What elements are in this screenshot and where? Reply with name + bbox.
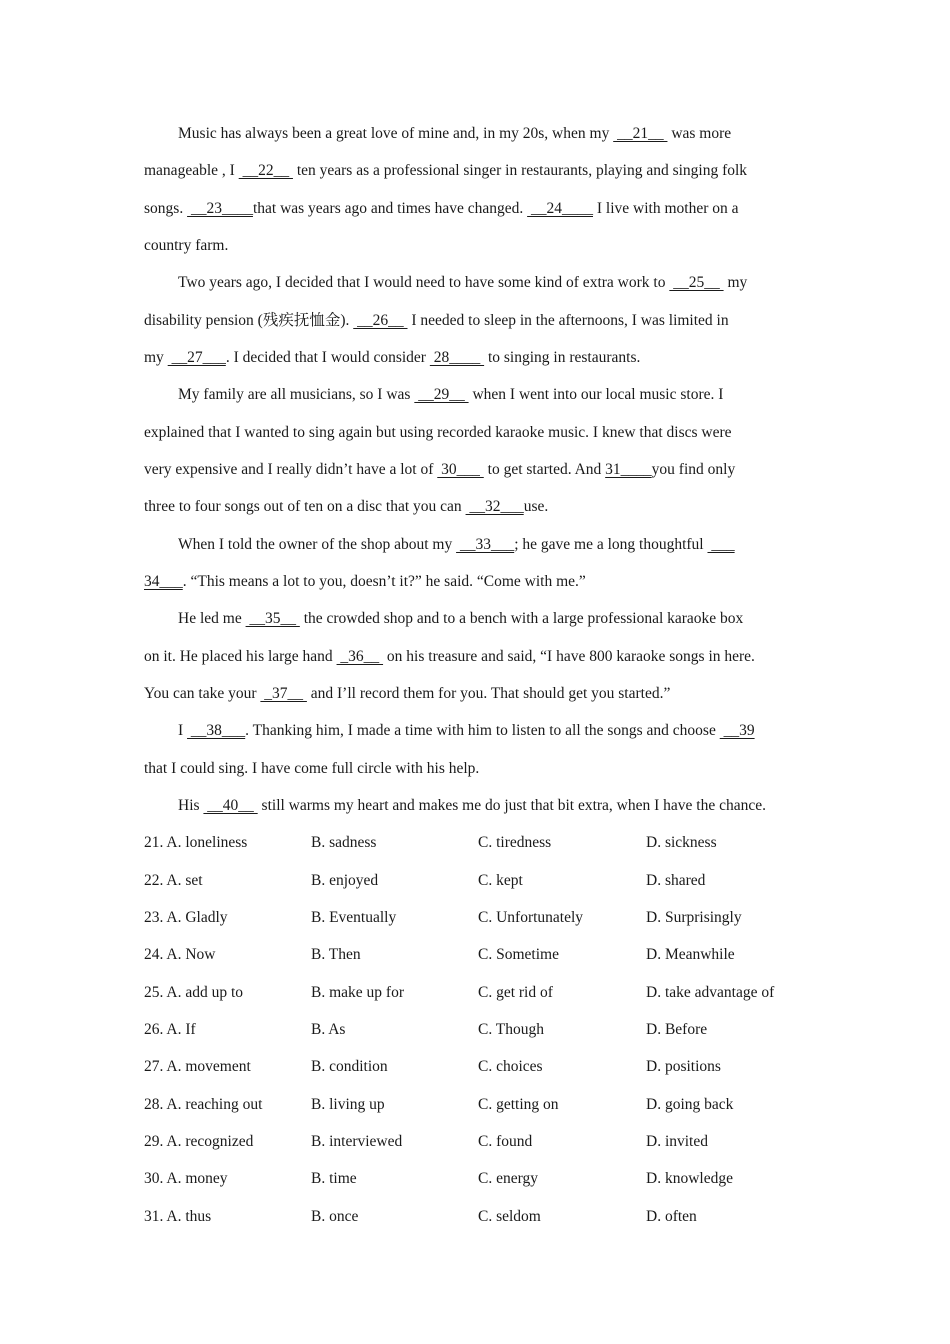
blank-37: _37__ bbox=[260, 685, 307, 702]
passage-text: that I could sing. I have come full circle with his help. bbox=[144, 760, 480, 777]
passage-line bbox=[144, 572, 814, 592]
passage-line bbox=[144, 423, 814, 443]
blank-39: __39 bbox=[719, 722, 755, 739]
blank-30: 30___ bbox=[437, 461, 484, 478]
passage-text: I live with mother on a bbox=[593, 200, 739, 217]
passage-text: He led me bbox=[178, 610, 246, 627]
blank-38: __38___ bbox=[187, 722, 246, 739]
option-d: D. often bbox=[646, 1208, 697, 1225]
option-a: 24. A. Now bbox=[144, 946, 216, 963]
blank-33: __33___ bbox=[456, 536, 515, 553]
option-c: C. getting on bbox=[478, 1096, 559, 1113]
passage-line bbox=[178, 124, 814, 144]
passage-text: on it. He placed his large hand bbox=[144, 648, 337, 665]
passage-text: my bbox=[723, 274, 748, 291]
option-b: B. time bbox=[311, 1170, 357, 1187]
passage-text: very expensive and I really didn’t have a lot of bbox=[144, 461, 438, 478]
passage-text: His bbox=[178, 797, 204, 814]
option-b: B. living up bbox=[311, 1096, 385, 1113]
option-d: D. invited bbox=[646, 1133, 708, 1150]
passage-line bbox=[178, 273, 814, 293]
passage-text: that was years ago and times have changed. bbox=[252, 200, 528, 217]
passage-text: . I decided that I would consider bbox=[225, 349, 430, 366]
blank-34-start: ___ bbox=[707, 536, 735, 553]
passage-text: explained that I wanted to sing again but using recorded karaoke music. I knew that discs were bbox=[144, 424, 732, 441]
option-d: D. Before bbox=[646, 1021, 708, 1038]
blank-40: __40__ bbox=[203, 797, 258, 814]
passage-line bbox=[144, 161, 814, 181]
option-a: 28. A. reaching out bbox=[144, 1096, 263, 1113]
option-d: D. going back bbox=[646, 1096, 734, 1113]
passage-text: three to four songs out of ten on a disc that you can bbox=[144, 498, 466, 515]
passage-text: I bbox=[178, 722, 188, 739]
option-a: 27. A. movement bbox=[144, 1058, 251, 1075]
option-c: C. seldom bbox=[478, 1208, 541, 1225]
blank-22: __22__ bbox=[238, 162, 293, 179]
passage-text: to get started. And bbox=[483, 461, 606, 478]
option-d: D. shared bbox=[646, 872, 706, 889]
blank-32: __32___ bbox=[465, 498, 524, 515]
passage-text: . Thanking him, I made a time with him to listen to all the songs and choose bbox=[245, 722, 720, 739]
option-b: B. sadness bbox=[311, 834, 377, 851]
option-c: C. get rid of bbox=[478, 984, 553, 1001]
passage-line bbox=[178, 535, 814, 555]
option-a: 25. A. add up to bbox=[144, 984, 244, 1001]
option-b: B. once bbox=[311, 1208, 359, 1225]
option-c: C. tiredness bbox=[478, 834, 552, 851]
passage-text: and I’ll record them for you. That should get you started.” bbox=[306, 685, 671, 702]
option-c: C. Sometime bbox=[478, 946, 559, 963]
passage-line bbox=[178, 796, 814, 816]
passage-text: when I went into our local music store. I bbox=[468, 386, 724, 403]
passage-text: songs. bbox=[144, 200, 188, 217]
passage-text: on his treasure and said, “I have 800 karaoke songs in here. bbox=[383, 648, 755, 665]
passage-text: When I told the owner of the shop about my bbox=[178, 536, 457, 553]
option-a: 23. A. Gladly bbox=[144, 909, 228, 926]
passage-text: manageable , I bbox=[144, 162, 239, 179]
option-b: B. condition bbox=[311, 1058, 388, 1075]
option-c: C. kept bbox=[478, 872, 523, 889]
passage-text: use. bbox=[523, 498, 549, 515]
option-a: 26. A. If bbox=[144, 1021, 196, 1038]
option-d: D. Meanwhile bbox=[646, 946, 735, 963]
passage-text: to singing in restaurants. bbox=[484, 349, 641, 366]
option-d: D. sickness bbox=[646, 834, 717, 851]
option-d: D. knowledge bbox=[646, 1170, 733, 1187]
option-b: B. interviewed bbox=[311, 1133, 403, 1150]
option-a: 22. A. set bbox=[144, 872, 203, 889]
option-c: C. Though bbox=[478, 1021, 545, 1038]
passage-text: ten years as a professional singer in restaurants, playing and singing folk bbox=[292, 162, 748, 179]
passage-line bbox=[144, 311, 814, 331]
passage-line bbox=[178, 609, 814, 629]
option-b: B. enjoyed bbox=[311, 872, 379, 889]
passage-text: ; he gave me a long thoughtful bbox=[514, 536, 708, 553]
passage-text: still warms my heart and makes me do just that bit extra, when I have the chance. bbox=[257, 797, 767, 814]
option-b: B. make up for bbox=[311, 984, 404, 1001]
blank-34: 34___ bbox=[144, 573, 183, 590]
passage-text: you find only bbox=[651, 461, 736, 478]
passage-text: was more bbox=[667, 125, 732, 142]
option-c: C. energy bbox=[478, 1170, 538, 1187]
passage-line bbox=[144, 647, 814, 667]
passage-line bbox=[144, 460, 814, 480]
option-d: D. Surprisingly bbox=[646, 909, 742, 926]
option-b: B. As bbox=[311, 1021, 346, 1038]
passage-line bbox=[144, 497, 814, 517]
blank-21: __21__ bbox=[613, 125, 668, 142]
passage-text: my bbox=[144, 349, 168, 366]
passage-text: Two years ago, I decided that I would need to have some kind of extra work to bbox=[178, 274, 670, 291]
option-b: B. Then bbox=[311, 946, 361, 963]
passage-text: the crowded shop and to a bench with a large professional karaoke box bbox=[299, 610, 744, 627]
passage-text: . “This means a lot to you, doesn’t it?” he said. “Come with me.” bbox=[182, 573, 586, 590]
option-d: D. positions bbox=[646, 1058, 721, 1075]
passage-line bbox=[144, 684, 814, 704]
blank-28: 28____ bbox=[429, 349, 485, 366]
passage-text: You can take your bbox=[144, 685, 261, 702]
passage-line bbox=[144, 348, 814, 368]
option-c: C. found bbox=[478, 1133, 533, 1150]
blank-27: __27___ bbox=[167, 349, 226, 366]
blank-31: 31____ bbox=[605, 461, 652, 478]
option-c: C. choices bbox=[478, 1058, 543, 1075]
blank-25: __25__ bbox=[669, 274, 724, 291]
option-a: 29. A. recognized bbox=[144, 1133, 254, 1150]
passage-text: My family are all musicians, so I was bbox=[178, 386, 415, 403]
passage-line bbox=[144, 759, 814, 779]
passage-text: country farm. bbox=[144, 237, 229, 254]
passage-text: disability pension (残疾抚恤金). bbox=[144, 312, 354, 329]
passage-line bbox=[144, 199, 814, 219]
blank-26: __26__ bbox=[353, 312, 408, 329]
option-a: 30. A. money bbox=[144, 1170, 228, 1187]
passage-line bbox=[178, 721, 814, 741]
blank-23: __23____ bbox=[187, 200, 253, 217]
blank-29: __29__ bbox=[414, 386, 469, 403]
passage-text: Music has always been a great love of mine and, in my 20s, when my bbox=[178, 125, 614, 142]
blank-35: __35__ bbox=[245, 610, 300, 627]
blank-36: _36__ bbox=[336, 648, 384, 665]
passage-text: I needed to sleep in the afternoons, I was limited in bbox=[407, 312, 729, 329]
option-a: 21. A. loneliness bbox=[144, 834, 248, 851]
option-d: D. take advantage of bbox=[646, 984, 775, 1001]
option-a: 31. A. thus bbox=[144, 1208, 212, 1225]
option-b: B. Eventually bbox=[311, 909, 397, 926]
option-c: C. Unfortunately bbox=[478, 909, 584, 926]
passage-line bbox=[178, 385, 814, 405]
passage-line bbox=[144, 236, 814, 256]
blank-24: __24____ bbox=[527, 200, 593, 217]
